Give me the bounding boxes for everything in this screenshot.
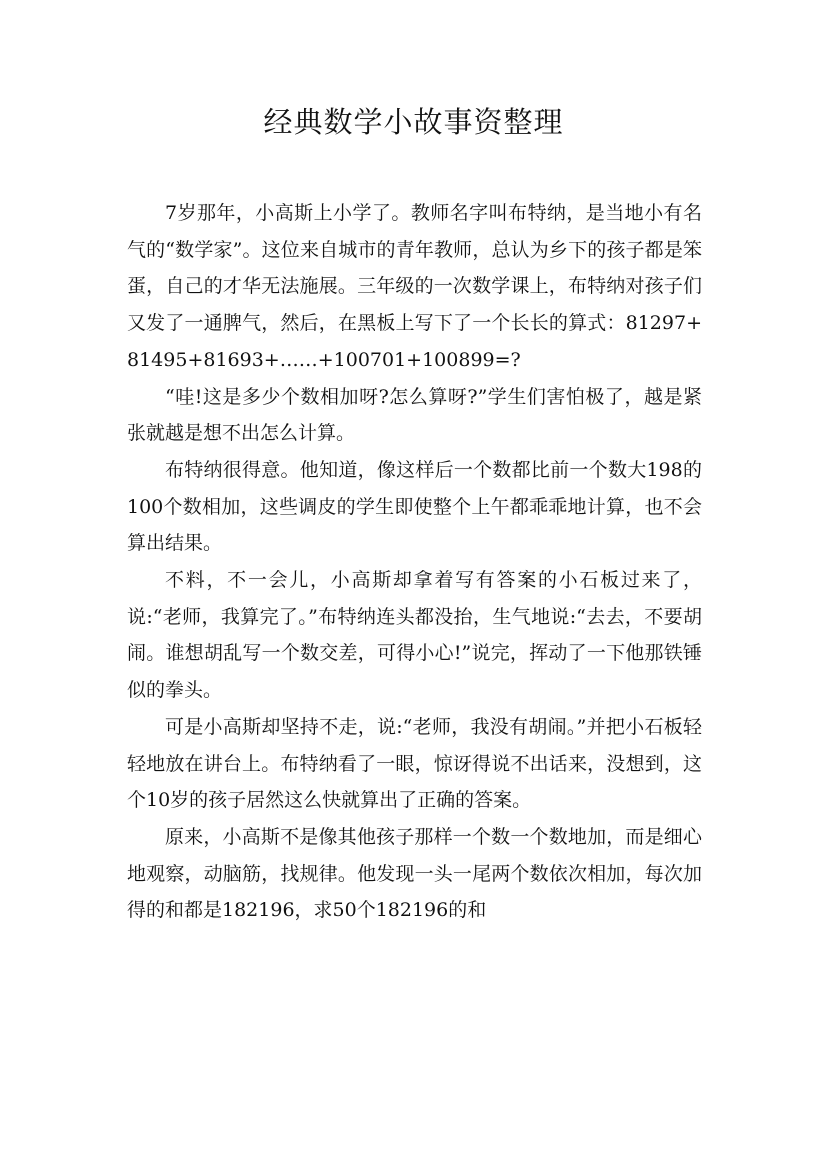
paragraph-3: 布特纳很得意。他知道，像这样后一个数都比前一个数大198的100个数相加，这些调皮的学生即使整个上午都乖乖地计算，也不会算出结果。 — [127, 458, 702, 555]
document-title: 经典数学小故事资整理 — [263, 105, 564, 139]
paragraph-6: 原来，小高斯不是像其他孩子那样一个数一个数地加，而是细心地观察，动脑筋，找规律。他发现一头一尾两个数依次相加，每次加得的和都是182196，求50个182196的和 — [127, 825, 702, 922]
paragraph-1: 7岁那年，小高斯上小学了。教师名字叫布特纳，是当地小有名气的“数学家”。这位来自城市的青年教师，总认为乡下的孩子都是笨蛋，自己的才华无法施展。三年级的一次数学课上，布特纳对孩子们又发了一通脾气，然后，在黑板上写下了一个长长的算式：81297+81495+81693+……+100701+100899=? — [127, 202, 702, 371]
document-body — [127, 195, 702, 929]
paragraph-4: 不料，不一会儿，小高斯却拿着写有答案的小石板过来了，说:“老师，我算完了。”布特纳连头都没抬，生气地说:“去去，不要胡闹。谁想胡乱写一个数交差，可得小心!”说完，挥动了一下他那铁锤似的拳头。 — [127, 569, 702, 702]
paragraph-5: 可是小高斯却坚持不走，说:“老师，我没有胡闹。”并把小石板轻轻地放在讲台上。布特纳看了一眼，惊讶得说不出话来，没想到，这个10岁的孩子居然这么快就算出了正确的答案。 — [127, 715, 702, 812]
paragraph-2: “哇!这是多少个数相加呀?怎么算呀?”学生们害怕极了，越是紧张就越是想不出怎么计算。 — [127, 385, 702, 445]
